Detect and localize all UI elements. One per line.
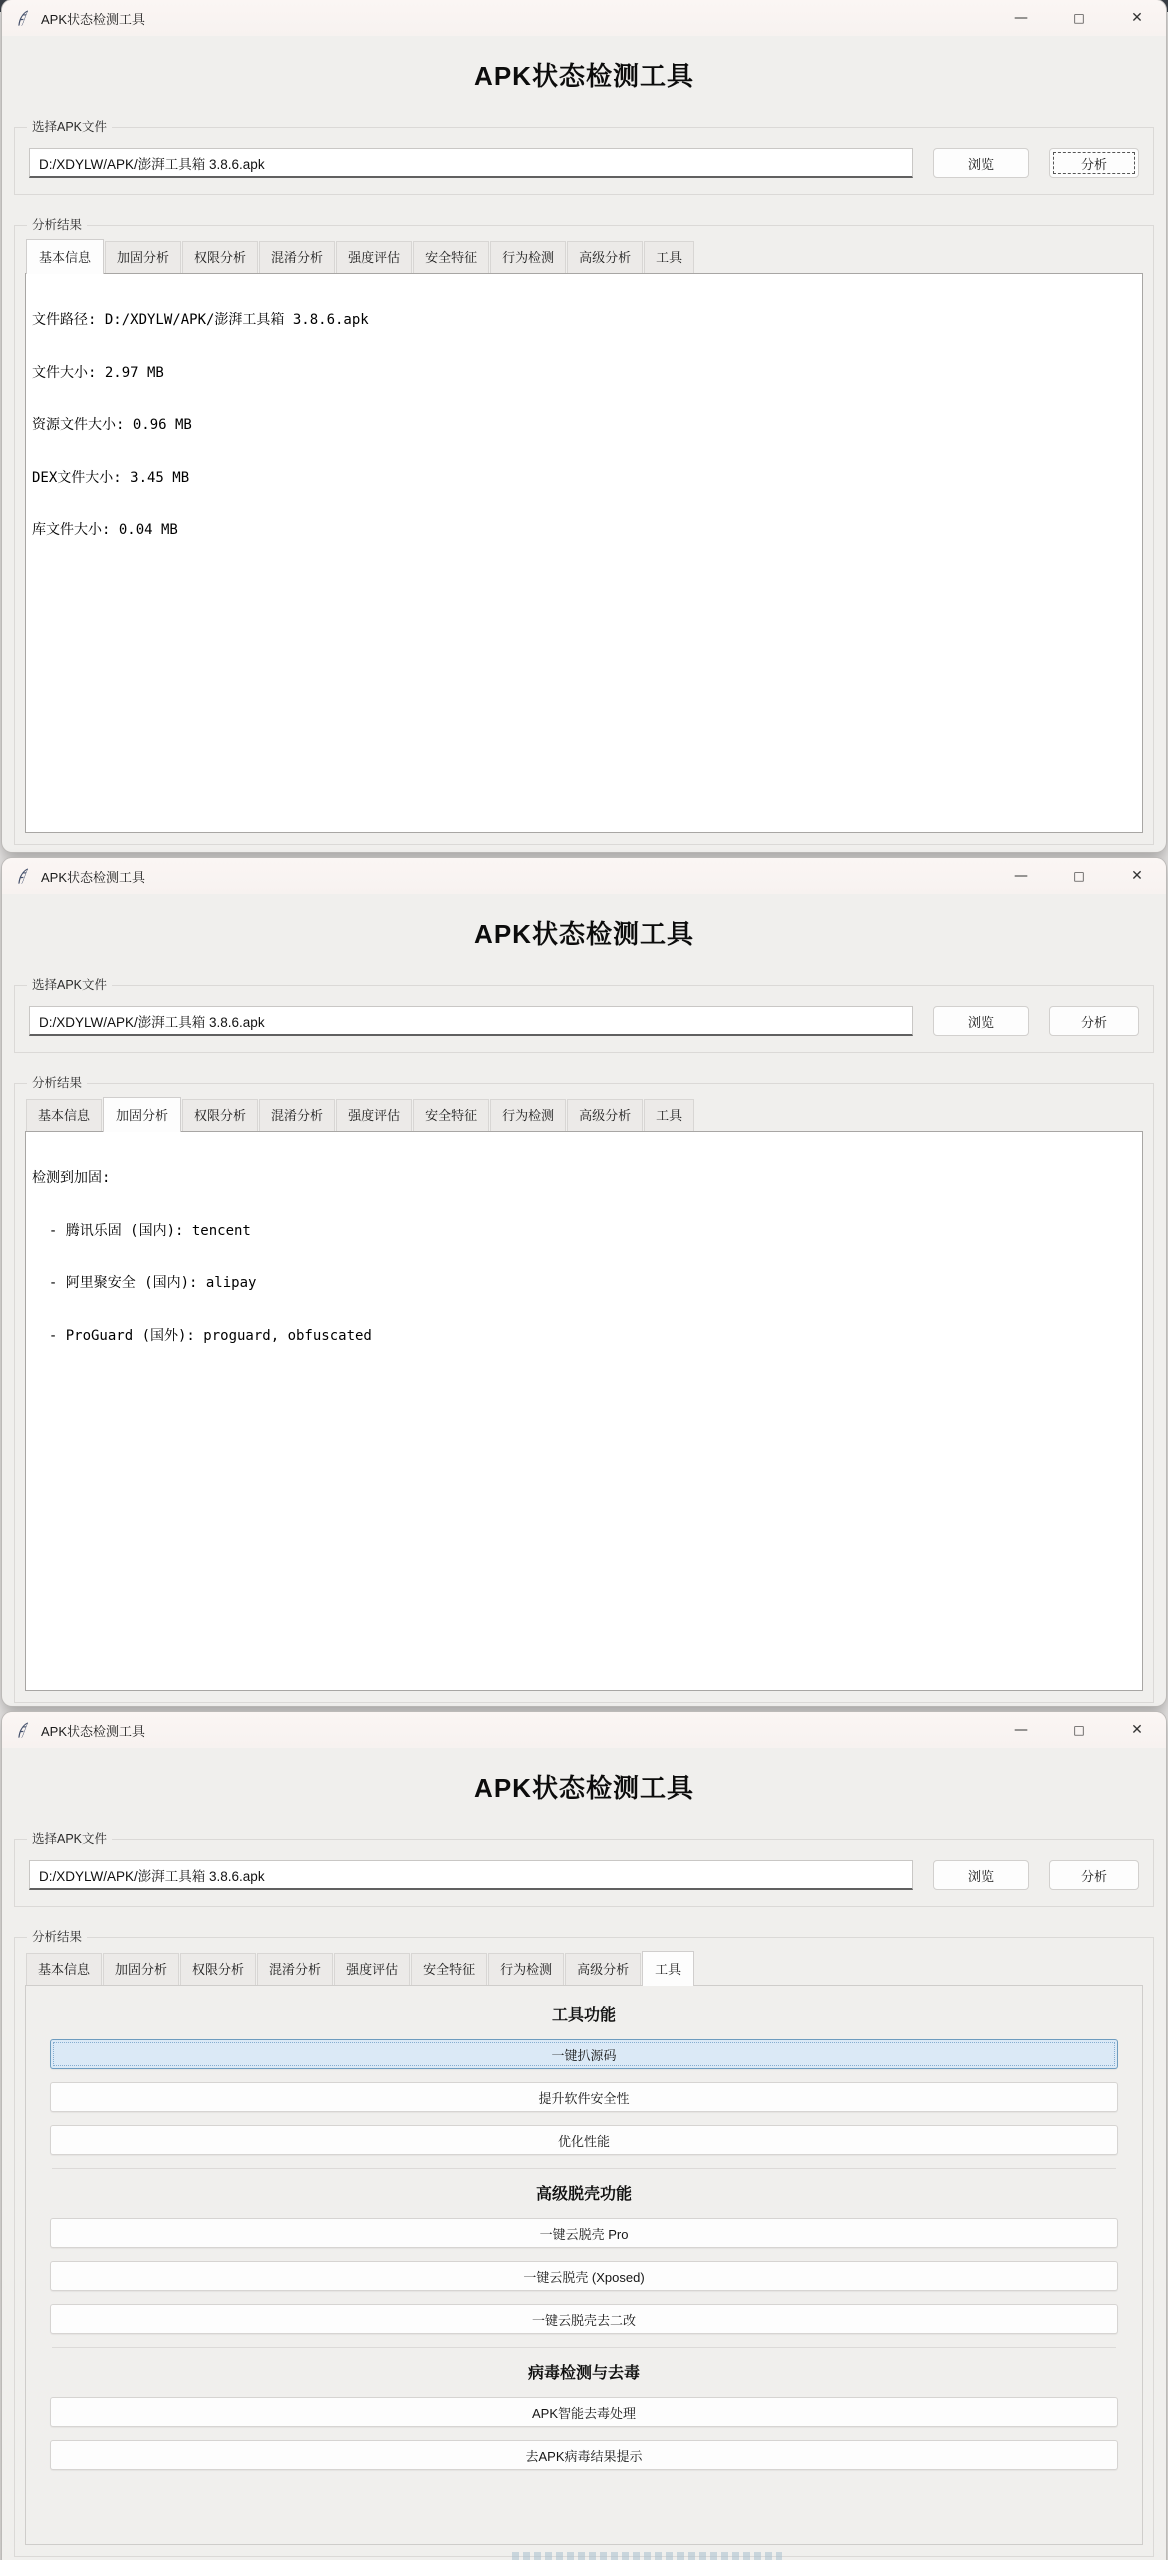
improve-security-button[interactable]: 提升软件安全性: [50, 2082, 1118, 2112]
result-line: 文件大小: 2.97 MB: [32, 364, 164, 381]
result-line: 文件路径: D:/XDYLW/APK/澎湃工具箱 3.8.6.apk: [32, 312, 369, 328]
tab-permission-analysis[interactable]: 权限分析: [182, 241, 258, 273]
browse-button[interactable]: 浏览: [933, 148, 1029, 178]
window-title: APK状态检测工具: [41, 1723, 146, 1739]
file-select-frame: [14, 1832, 1154, 1907]
section-divider: [52, 2347, 1116, 2348]
file-select-label: 选择APK文件: [27, 977, 112, 994]
apk-path-input[interactable]: [29, 1860, 913, 1890]
file-select-label: 选择APK文件: [27, 1831, 112, 1848]
tab-behavior-detect[interactable]: 行为检测: [488, 1953, 564, 1985]
tab-advanced-analysis[interactable]: 高级分析: [567, 1099, 643, 1131]
file-select-label: 选择APK文件: [27, 119, 112, 136]
result-line: DEX文件大小: 3.45 MB: [32, 469, 190, 486]
window-title: APK状态检测工具: [41, 869, 146, 885]
window-controls: [992, 1712, 1166, 1748]
window-controls: [992, 0, 1166, 36]
maximize-icon[interactable]: □: [1073, 869, 1085, 883]
results-frame: [14, 218, 1154, 845]
extract-source-button[interactable]: 一键扒源码: [50, 2039, 1118, 2069]
analyze-button[interactable]: 分析: [1049, 1860, 1139, 1890]
tab-bar: [25, 1950, 1143, 1985]
page-title: APK状态检测工具: [474, 61, 694, 91]
smart-devirus-button[interactable]: APK智能去毒处理: [50, 2397, 1118, 2427]
tab-behavior-detect[interactable]: 行为检测: [490, 241, 566, 273]
tab-bar: [25, 238, 1143, 273]
results-frame: [14, 1930, 1154, 2557]
app-window-hardening: [2, 858, 1166, 1706]
file-select-frame: [14, 120, 1154, 195]
tab-permission-analysis[interactable]: 权限分析: [180, 1953, 256, 1985]
minimize-icon[interactable]: —: [1014, 868, 1028, 884]
window-controls: [992, 858, 1166, 894]
tab-behavior-detect[interactable]: 行为检测: [490, 1099, 566, 1131]
apk-path-input[interactable]: [29, 148, 913, 178]
results-label: 分析结果: [27, 1929, 87, 1946]
browse-button[interactable]: 浏览: [933, 1860, 1029, 1890]
python-feather-icon: [16, 868, 31, 885]
titlebar[interactable]: [2, 0, 1166, 36]
page-title: APK状态检测工具: [474, 1773, 694, 1803]
window-title: APK状态检测工具: [41, 11, 146, 27]
tab-obfuscation-analysis[interactable]: 混淆分析: [259, 1099, 335, 1131]
section-heading-advanced-unpack: 高级脱壳功能: [535, 2186, 632, 2203]
tab-basic-info[interactable]: 基本信息: [26, 1099, 102, 1131]
python-feather-icon: [16, 1722, 31, 1739]
minimize-icon[interactable]: —: [1014, 1722, 1028, 1738]
tab-obfuscation-analysis[interactable]: 混淆分析: [257, 1953, 333, 1985]
app-window-basic-info: [2, 0, 1166, 852]
close-icon[interactable]: ✕: [1131, 868, 1143, 884]
apk-path-input[interactable]: [29, 1006, 913, 1036]
analyze-button[interactable]: 分析: [1049, 148, 1139, 178]
section-divider: [52, 2168, 1116, 2169]
cloud-unpack-demod-button[interactable]: 一键云脱壳去二改: [50, 2304, 1118, 2334]
minimize-icon[interactable]: —: [1014, 10, 1028, 26]
results-label: 分析结果: [27, 1075, 87, 1092]
tools-pane: [25, 1985, 1143, 2545]
result-line: - 腾讯乐固 (国内): tencent: [32, 1222, 251, 1239]
results-frame: [14, 1076, 1154, 1703]
tab-tools[interactable]: 工具: [644, 1099, 694, 1131]
titlebar[interactable]: [2, 858, 1166, 894]
result-line: - 阿里聚安全 (国内): alipay: [32, 1275, 257, 1291]
results-label: 分析结果: [27, 217, 87, 234]
tab-basic-info[interactable]: 基本信息: [26, 239, 104, 274]
tab-advanced-analysis[interactable]: 高级分析: [567, 241, 643, 273]
cloud-unpack-pro-button[interactable]: 一键云脱壳 Pro: [50, 2218, 1118, 2248]
tab-strength-eval[interactable]: 强度评估: [336, 241, 412, 273]
tab-strength-eval[interactable]: 强度评估: [334, 1953, 410, 1985]
remove-virus-prompt-button[interactable]: 去APK病毒结果提示: [50, 2440, 1118, 2470]
maximize-icon[interactable]: □: [1073, 11, 1085, 25]
result-line: - ProGuard (国外): proguard, obfuscated: [32, 1327, 372, 1344]
tab-security-features[interactable]: 安全特征: [413, 241, 489, 273]
titlebar[interactable]: [2, 1712, 1166, 1748]
close-icon[interactable]: ✕: [1131, 1722, 1143, 1738]
browse-button[interactable]: 浏览: [933, 1006, 1029, 1036]
result-line: 库文件大小: 0.04 MB: [32, 522, 178, 538]
tab-pack-analysis[interactable]: 加固分析: [105, 241, 181, 273]
app-window-tools: [2, 1712, 1166, 2560]
cloud-unpack-xposed-button[interactable]: 一键云脱壳 (Xposed): [50, 2261, 1118, 2291]
maximize-icon[interactable]: □: [1073, 1723, 1085, 1737]
tab-security-features[interactable]: 安全特征: [411, 1953, 487, 1985]
result-text-area: [25, 273, 1143, 833]
result-line: 检测到加固:: [32, 1170, 111, 1186]
footer-text-cutoff: [512, 2552, 782, 2560]
tab-obfuscation-analysis[interactable]: 混淆分析: [259, 241, 335, 273]
tab-tools[interactable]: 工具: [644, 241, 694, 273]
tab-tools[interactable]: 工具: [642, 1951, 694, 1986]
tab-strength-eval[interactable]: 强度评估: [336, 1099, 412, 1131]
result-text-area: [25, 1131, 1143, 1691]
page-title: APK状态检测工具: [474, 919, 694, 949]
tab-bar: [25, 1096, 1143, 1131]
tab-security-features[interactable]: 安全特征: [413, 1099, 489, 1131]
tab-pack-analysis[interactable]: 加固分析: [103, 1953, 179, 1985]
close-icon[interactable]: ✕: [1131, 10, 1143, 26]
result-line: 资源文件大小: 0.96 MB: [32, 417, 192, 433]
file-select-frame: [14, 978, 1154, 1053]
tab-advanced-analysis[interactable]: 高级分析: [565, 1953, 641, 1985]
section-heading-virus: 病毒检测与去毒: [527, 2365, 640, 2382]
tab-permission-analysis[interactable]: 权限分析: [182, 1099, 258, 1131]
analyze-button[interactable]: 分析: [1049, 1006, 1139, 1036]
tab-basic-info[interactable]: 基本信息: [26, 1953, 102, 1985]
optimize-performance-button[interactable]: 优化性能: [50, 2125, 1118, 2155]
tab-pack-analysis[interactable]: 加固分析: [103, 1097, 181, 1132]
python-feather-icon: [16, 10, 31, 27]
section-heading-tool-functions: 工具功能: [551, 2007, 616, 2024]
